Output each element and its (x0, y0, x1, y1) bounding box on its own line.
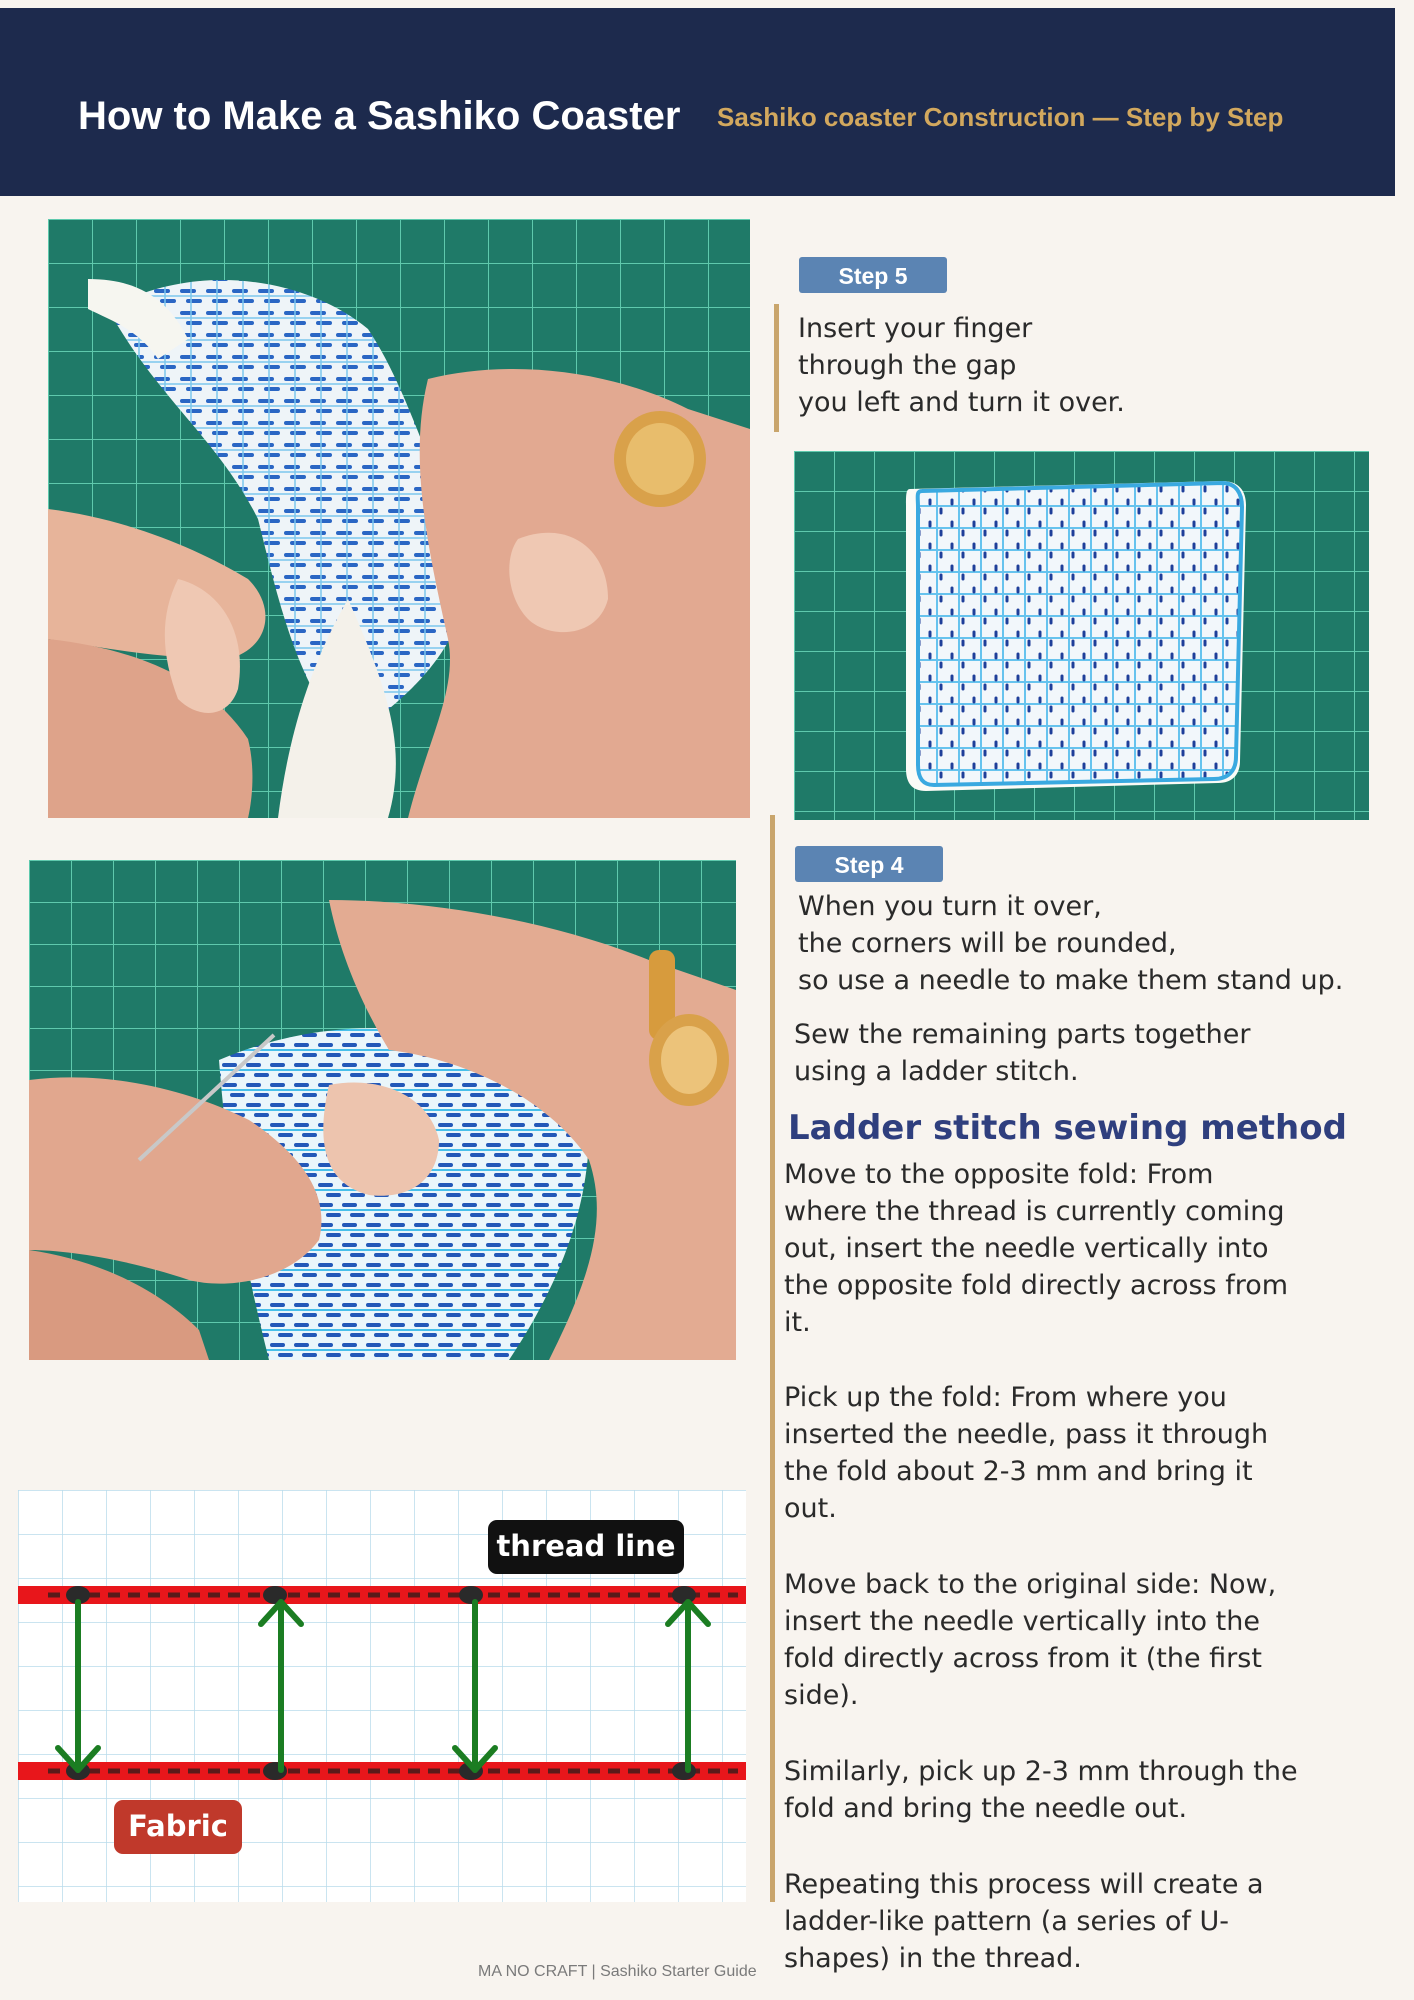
photo-needle-corner (29, 860, 736, 1360)
header-banner (0, 8, 1395, 196)
page-subtitle: Sashiko coaster Construction — Step by Step (717, 102, 1284, 132)
fabric-label: Fabric (114, 1800, 242, 1854)
ladder-step-paragraph-4: Similarly, pick up 2-3 mm through the fold and bring the needle out. (784, 1756, 1298, 1824)
step-5-accent-bar (774, 304, 779, 432)
photo-turning-coaster (48, 219, 750, 818)
ladder-step-paragraph-3: Move back to the original side: Now, insert the needle vertically into the fold directly across from it (the first side). (784, 1569, 1277, 1711)
step-5-text: Insert your finger through the gap you left and turn it over. (798, 313, 1125, 418)
ladder-stitch-diagram (18, 1490, 746, 1902)
ladder-step-paragraph-1: Move to the opposite fold: From where the thread is currently coming out, insert the needle vertically into the opposite fold directly across from it. (784, 1159, 1289, 1338)
step-5-badge: Step 5 (799, 257, 947, 293)
ladder-step-paragraph-2: Pick up the fold: From where you inserted the needle, pass it through the fold about 2-3 mm and bring it out. (784, 1382, 1269, 1524)
page-title: How to Make a Sashiko Coaster (78, 94, 681, 138)
photo-finished-coaster (794, 451, 1369, 820)
step-4-text-2: Sew the remaining parts together using a ladder stitch. (794, 1019, 1251, 1087)
thread-line-label: thread line (488, 1520, 684, 1574)
ladder-section-accent-bar (770, 815, 775, 1902)
step-4-badge: Step 4 (795, 846, 943, 882)
ladder-step-paragraph-5: Repeating this process will create a ladder-like pattern (a series of U- shapes) in the thread. (784, 1869, 1264, 1974)
footer-credit: MA NO CRAFT | Sashiko Starter Guide (478, 1963, 757, 1980)
step-4-text-1: When you turn it over, the corners will be rounded, so use a needle to make them stand up. (798, 891, 1344, 996)
ladder-stitch-heading: Ladder stitch sewing method (788, 1108, 1347, 1148)
